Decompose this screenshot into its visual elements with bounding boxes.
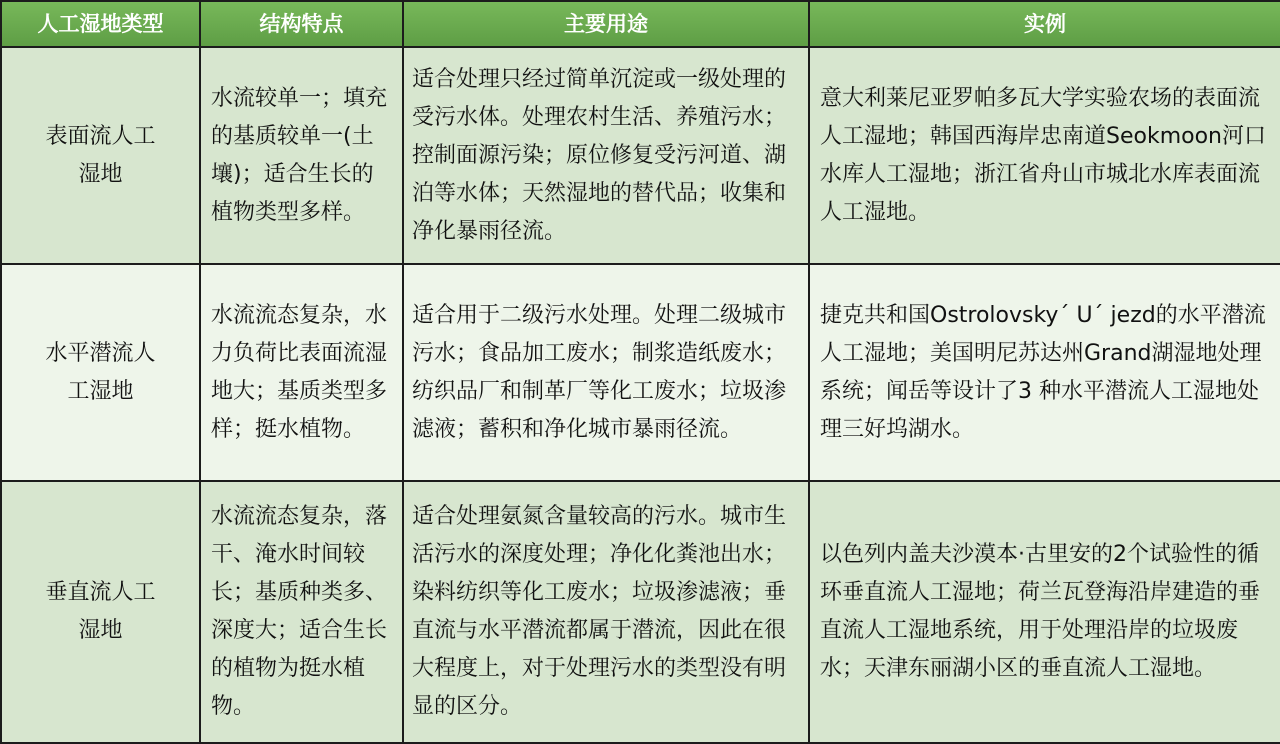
uses-cell: 适合用于二级污水处理。处理二级城市污水；食品加工废水；制浆造纸废水；纺织品厂和制革厂等化工废水；垃圾渗滤液；蓄积和净化城市暴雨径流。	[403, 264, 809, 481]
table-row	[1, 264, 1280, 481]
header-examples: 实例	[809, 1, 1280, 47]
wetland-type-cell: 表面流人工湿地	[1, 47, 200, 264]
uses-cell: 适合处理氨氮含量较高的污水。城市生活污水的深度处理；净化化粪池出水；染料纺织等化工废水；垃圾渗滤液；垂直流与水平潜流都属于潜流，因此在很大程度上，对于处理污水的类型没有明显的区分。	[403, 481, 809, 743]
header-type: 人工湿地类型	[1, 1, 200, 47]
features-cell: 水流流态复杂，水力负荷比表面流湿地大；基质类型多样；挺水植物。	[200, 264, 403, 481]
uses-cell: 适合处理只经过简单沉淀或一级处理的受污水体。处理农村生活、养殖污水；控制面源污染；原位修复受污河道、湖泊等水体；天然湿地的替代品；收集和净化暴雨径流。	[403, 47, 809, 264]
header-uses: 主要用途	[403, 1, 809, 47]
table-row	[1, 47, 1280, 264]
examples-cell: 以色列内盖夫沙漠本·古里安的2个试验性的循环垂直流人工湿地；荷兰瓦登海沿岸建造的垂直流人工湿地系统，用于处理沿岸的垃圾废水；天津东丽湖小区的垂直流人工湿地。	[809, 481, 1280, 743]
features-cell: 水流较单一；填充的基质较单一(土壤)；适合生长的植物类型多样。	[200, 47, 403, 264]
header-row	[1, 1, 1280, 47]
header-features: 结构特点	[200, 1, 403, 47]
table-row	[1, 481, 1280, 743]
examples-cell: 意大利莱尼亚罗帕多瓦大学实验农场的表面流人工湿地；韩国西海岸忠南道Seokmoon河口水库人工湿地；浙江省舟山市城北水库表面流人工湿地。	[809, 47, 1280, 264]
features-cell: 水流流态复杂，落干、淹水时间较长；基质种类多、深度大；适合生长的植物为挺水植物。	[200, 481, 403, 743]
examples-cell: 捷克共和国Ostrolovsky´ U´ jezd的水平潜流人工湿地；美国明尼苏达州Grand湖湿地处理系统；闻岳等设计了3 种水平潜流人工湿地处理三好坞湖水。	[809, 264, 1280, 481]
wetland-type-cell: 垂直流人工湿地	[1, 481, 200, 743]
wetland-type-cell: 水平潜流人工湿地	[1, 264, 200, 481]
